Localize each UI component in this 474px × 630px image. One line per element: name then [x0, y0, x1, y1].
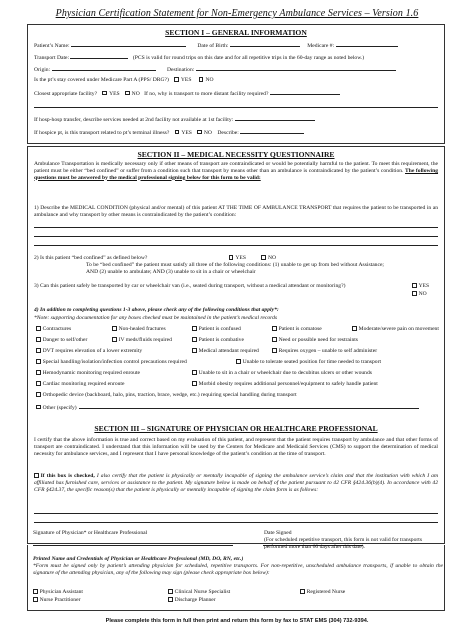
medicare-field[interactable]: [336, 41, 398, 47]
checkbox[interactable]: [36, 359, 41, 364]
checkbox[interactable]: [272, 348, 277, 353]
origin-destination-row: [34, 65, 438, 74]
footer-instructions: Please complete this form in full then print and return this form by fax to STAT EMS (304) 732-9394.: [105, 618, 369, 624]
bed-confined-yes-label: YES: [235, 255, 246, 262]
origin-label: Origin:: [34, 67, 51, 73]
condition-label: Special handling/isolation/infection control precautions required: [42, 359, 187, 366]
condition-label: Cardiac monitoring required enroute: [42, 381, 125, 388]
condition-label: Patient is confused: [198, 326, 241, 333]
closest-facility-followup: If no, why is transport to more distant facility required?: [144, 91, 269, 97]
condition-label: Need or possible need for restraints: [278, 337, 358, 344]
safe-transport-no-checkbox[interactable]: [412, 291, 417, 296]
form-title: Physician Certification Statement for Non-Emergency Ambulance Services – Version 1.6: [55, 8, 419, 19]
section2-intro-text: Ambulance Transportation is medically necessary only if other means of transport are contraindicated or would be potentially harmful to the patient. To meet this requirement, the patient must be either “bed confined” or suffer from a condition such that transport by means other than an ambulance is contraindicated by the patient’s condition.: [34, 161, 438, 174]
condition-label: Non-healed fractures: [118, 326, 166, 333]
part-a-no-checkbox[interactable]: [199, 77, 204, 82]
incapable-reason-line-1[interactable]: [34, 513, 438, 514]
question-4-note-text: *Note: supporting documentation for any boxes checked must be maintained in the patient’s medical records: [34, 315, 278, 321]
hospice-describe-label: Describe:: [217, 130, 239, 136]
condition-item[interactable]: [36, 337, 87, 344]
checkbox[interactable]: [36, 348, 41, 353]
certification-statement: I certify that the above information is true and correct based on my evaluation of this patient, and represent that the patient requires transport by ambulance and that other forms of transport are contraindicated. I understand that this information will be used by the Centers for Medicare and Medicaid Services (CMS) to support the determination of medical necessity for ambulance services, and I represent that I have personal knowledge of the patient’s condition at the time of transport.: [34, 437, 438, 457]
condition-label: Orthopedic device (backboard, halo, pins, traction, brace, wedge, etc.) requiring special handling during transport: [42, 392, 297, 399]
checkbox[interactable]: [272, 337, 277, 342]
closest-yes-checkbox[interactable]: [102, 91, 107, 96]
condition-item[interactable]: [236, 359, 381, 366]
section2-intro: [34, 161, 438, 181]
other-specify-field[interactable]: [79, 403, 419, 409]
checkbox[interactable]: [36, 326, 41, 331]
checkbox[interactable]: [168, 597, 173, 602]
condition-label: Patient is comatose: [278, 326, 322, 333]
safe-transport-yes-checkbox[interactable]: [412, 283, 417, 288]
hospice-question: If hospice pt, is this transport related to pt’s terminal illness?: [34, 130, 170, 136]
part-a-yes-checkbox[interactable]: [174, 77, 179, 82]
incapable-signing-text: I also certify that the patient is physically or mentally incapable of signing the ambulance service’s claim and that the institution with which I am affiliated has furnished care, services or assistance to the patient. My signature below is made on behalf of the patient pursuant to 42 CFR §424.36(b)(4). In accordance with 42 CFR §424.37, the specific reason(s) that the patient is physically or mentally incapable of signing the claim form is as follows:: [34, 473, 438, 493]
q1-answer-line-2[interactable]: [34, 236, 438, 237]
checkbox[interactable]: [300, 589, 305, 594]
checkbox[interactable]: [112, 337, 117, 342]
condition-label: Danger to self/other: [42, 337, 88, 344]
signer-label: Registered Nurse: [306, 589, 346, 596]
part-a-no-label: NO: [205, 77, 214, 84]
condition-item[interactable]: [192, 370, 372, 377]
condition-item-other[interactable]: [36, 403, 419, 412]
destination-field[interactable]: [196, 65, 396, 71]
hosp-transfer-field[interactable]: [235, 115, 315, 121]
condition-label: Moderate/severe pain on movement: [358, 326, 439, 333]
condition-label: Contractures: [42, 326, 72, 333]
question-3-answers-no: [412, 291, 442, 298]
signer-label: Nurse Practitioner: [39, 597, 81, 604]
hosp-transfer-question: If hosp-hosp transfer, describe services needed at 2nd facility not available at 1st facility:: [34, 117, 234, 123]
q1-answer-line-1[interactable]: [34, 227, 438, 228]
condition-item[interactable]: [36, 381, 124, 388]
part-a-row: [34, 77, 438, 84]
question-3-answers: [412, 283, 442, 290]
condition-label: Hemodynamic monitoring required enroute: [42, 370, 140, 377]
checkbox[interactable]: [33, 597, 38, 602]
bed-confined-yes-checkbox[interactable]: [229, 255, 234, 260]
condition-item[interactable]: [272, 348, 377, 355]
condition-label: DVT requires elevation of a lower extremity: [42, 348, 143, 355]
signer-discharge-planner[interactable]: [168, 597, 216, 604]
checkbox[interactable]: [192, 370, 197, 375]
question-2: 2) Is this patient “bed confined” as defined below?: [34, 255, 148, 262]
condition-label: Requires oxygen – unable to self administer: [278, 348, 378, 355]
hospice-no-label: NO: [203, 130, 212, 136]
condition-item[interactable]: [192, 348, 259, 355]
printed-name-label: Printed Name and Credentials of Physician or Healthcare Professional (MD, DO, RN, etc.): [33, 556, 244, 562]
checkbox[interactable]: [36, 370, 41, 375]
signer-label: Physician Assistant: [39, 589, 83, 596]
closest-yes-label: YES: [109, 91, 120, 97]
q1-answer-line-3[interactable]: [34, 245, 438, 246]
closest-facility-row: [34, 89, 438, 98]
section-medical-necessity: [27, 146, 445, 544]
question-1: 1) Describe the MEDICAL CONDITION (physical and/or mental) of this patient AT THE TIME OF AMBULANCE TRANSPORT that requires the patient to be transported in an ambulance and why transport by other means is contraindicated by the patient’s condition:: [34, 205, 438, 218]
transport-date-note: (PCS is valid for round trips on this date and for all repetitive trips in the 60-day range as noted below.): [132, 55, 365, 61]
condition-item[interactable]: [192, 326, 241, 333]
condition-label: Unable to tolerate seated position for time needed to transport: [242, 359, 381, 366]
question-4-note: [34, 315, 438, 322]
condition-item[interactable]: [192, 381, 378, 388]
signer-clinical-nurse-specialist[interactable]: [168, 589, 230, 596]
condition-item[interactable]: [36, 359, 187, 366]
condition-label: Medical attendant required: [198, 348, 259, 355]
checkbox[interactable]: [36, 337, 41, 342]
closest-reason-line[interactable]: [34, 107, 438, 108]
checkbox[interactable]: [112, 326, 117, 331]
checkbox[interactable]: [192, 348, 197, 353]
question-2-row: [34, 255, 438, 262]
checkbox[interactable]: [36, 381, 41, 386]
hospice-yes-checkbox[interactable]: [175, 130, 180, 135]
signer-label: Discharge Planner: [174, 597, 216, 604]
checkbox[interactable]: [168, 589, 173, 594]
checkbox[interactable]: [192, 326, 197, 331]
checkbox[interactable]: [192, 381, 197, 386]
patient-name-field[interactable]: [71, 41, 186, 47]
hospice-no-checkbox[interactable]: [197, 130, 202, 135]
closest-no-checkbox[interactable]: [125, 91, 130, 96]
closest-facility-question: Closest appropriate facility?: [34, 91, 98, 97]
origin-field[interactable]: [52, 65, 156, 71]
checkbox[interactable]: [36, 405, 41, 410]
incapable-reason-line-2[interactable]: [34, 522, 438, 523]
signature-label: Signature of Physician* or Healthcare Professional: [33, 530, 148, 536]
condition-item[interactable]: [36, 392, 297, 399]
transport-date-label: Transport Date:: [34, 55, 70, 61]
incapable-signing-checkbox[interactable]: [34, 473, 39, 478]
section-general-information: [27, 24, 445, 144]
hospice-describe-field[interactable]: [240, 128, 304, 134]
signer-nurse-practitioner[interactable]: [33, 597, 80, 604]
hosp-transfer-row: [34, 115, 438, 124]
checkbox[interactable]: [33, 589, 38, 594]
incapable-signing-statement: [34, 473, 438, 494]
date-signed-label: Date Signed: [264, 530, 292, 536]
dob-field[interactable]: [230, 41, 300, 47]
condition-label: Morbid obesity requires additional personnel/equipment to safely handle patient: [198, 381, 378, 388]
condition-label: IV meds/fluids required: [118, 337, 172, 344]
closest-no-label: NO: [131, 91, 140, 97]
section2-intro-instruction: The following questions must be answered by the medical professional signing below for this form to be valid:: [34, 167, 439, 181]
signature-line[interactable]: [33, 545, 233, 546]
signer-label: Clinical Nurse Specialist: [174, 589, 231, 596]
date-signed-note: (For scheduled repetitive transport, this form is not valid for transports performed more than 60 days after this date).: [264, 537, 422, 550]
condition-item[interactable]: [192, 337, 244, 344]
condition-item[interactable]: [36, 370, 140, 377]
patient-name-label: Patient’s Name:: [34, 43, 70, 49]
section3-heading: SECTION III – SIGNATURE OF PHYSICIAN OR HEALTHCARE PROFESSIONAL: [94, 424, 378, 433]
condition-item[interactable]: [36, 326, 71, 333]
safe-transport-no-label: NO: [418, 291, 427, 298]
signer-eligibility-note: *Form must be signed only by patient’s attending physician for scheduled, repetitive transports. For non-repetitive, unscheduled ambulance transports, if unable to obtain the signature of the attending physician, any of the following may sign (please check appropriate box below):: [33, 563, 443, 576]
dob-label: Date of Birth:: [197, 43, 229, 49]
hospice-row: [34, 128, 438, 137]
checkbox[interactable]: [352, 326, 357, 331]
transport-date-row: [34, 53, 438, 62]
incapable-signing-lead: If this box is checked,: [40, 473, 95, 480]
checkbox[interactable]: [236, 359, 241, 364]
destination-label: Destination:: [166, 67, 195, 73]
checkbox[interactable]: [36, 392, 41, 397]
section2-heading: SECTION II – MEDICAL NECESSITY QUESTIONNAIRE: [137, 150, 335, 159]
signer-registered-nurse[interactable]: [300, 589, 345, 596]
part-a-question: Is the pt’s stay covered under Medicare Part A (PPS/ DRG?): [34, 77, 169, 84]
section1-heading: SECTION I – GENERAL INFORMATION: [165, 28, 307, 37]
condition-label: Patient is combative: [198, 337, 244, 344]
condition-label: Other (specify): [42, 405, 77, 411]
hospice-yes-label: YES: [181, 130, 192, 136]
bed-confined-no-checkbox[interactable]: [261, 255, 266, 260]
transport-date-field[interactable]: [70, 53, 128, 59]
condition-item[interactable]: [112, 337, 172, 344]
checkbox[interactable]: [272, 326, 277, 331]
condition-item[interactable]: [352, 326, 439, 333]
question-3: 3) Can this patient safely be transported by car or wheelchair van (i.e., seated during transport, without a medical attendant or monitoring?): [34, 283, 346, 289]
bed-confined-no-label: NO: [267, 255, 277, 262]
question-4-text: 4) In addition to completing questions 1-3 above, please check any of the following conditions that apply*:: [34, 307, 279, 313]
checkbox[interactable]: [192, 337, 197, 342]
question-4: [34, 307, 438, 314]
condition-item[interactable]: [36, 348, 142, 355]
medicare-label: Medicare #:: [307, 43, 335, 49]
patient-info-row: [34, 41, 438, 50]
bed-confined-definition: To be “bed confined” the patient must satisfy all three of the following conditions: (1) unable to get up from bed without Assistance; AND (2) unable to ambulate; AND (3) unable to sit in a chair or wheelchair: [86, 262, 384, 275]
condition-item[interactable]: [272, 326, 322, 333]
part-a-yes-label: YES: [180, 77, 192, 84]
condition-item[interactable]: [112, 326, 166, 333]
safe-transport-yes-label: YES: [418, 283, 430, 290]
condition-label: Unable to sit in a chair or wheelchair due to decubitus ulcers or other wounds: [198, 370, 372, 377]
condition-item[interactable]: [272, 337, 358, 344]
signer-physician-assistant[interactable]: [33, 589, 83, 596]
distant-facility-reason-field[interactable]: [270, 89, 340, 95]
